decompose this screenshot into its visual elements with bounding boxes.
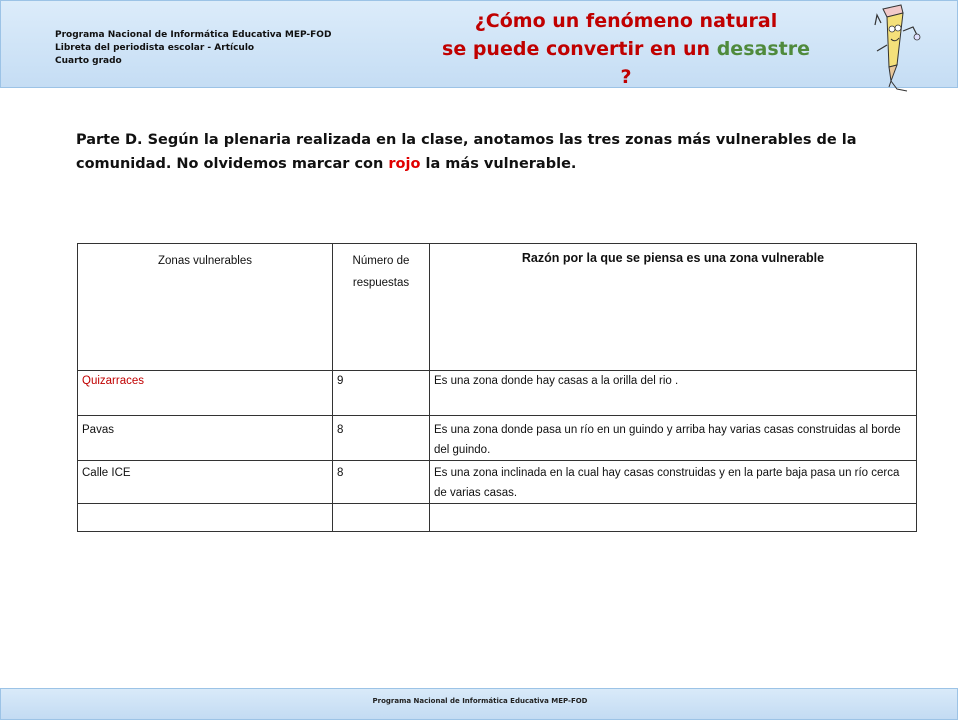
title-line-2-suffix: ? [620, 66, 632, 88]
table-row [78, 371, 917, 416]
zone-cell [78, 504, 333, 532]
footer-banner [0, 688, 958, 720]
header-zones: Zonas vulnerables [78, 244, 333, 371]
title-highlight: desastre [716, 38, 810, 60]
title-line-2 [441, 35, 811, 91]
title-line-1: ¿Cómo un fenómeno natural [474, 10, 778, 32]
count-cell [333, 504, 430, 532]
instruction-part-2: la más vulnerable. [420, 156, 577, 172]
page-title [441, 7, 811, 91]
reason-cell: Es una zona inclinada en la cual hay casas construidas y en la parte baja pasa un río cerca de varias casas. [430, 461, 917, 504]
table-header-row [78, 244, 917, 371]
table-row [78, 461, 917, 504]
instruction-highlight: rojo [388, 156, 421, 172]
pencil-mascot-icon [867, 1, 927, 93]
instruction-part-1: Parte D. Según la plenaria realizada en la clase, anotamos las tres zonas más vulnerables de la comunidad. No olvidemos marcar con [76, 132, 857, 172]
grade-label: Cuarto grado [55, 56, 122, 66]
zone-cell: Pavas [78, 416, 333, 461]
reason-cell: Es una zona donde hay casas a la orilla del rio . [430, 371, 917, 416]
count-cell: 8 [333, 416, 430, 461]
reason-cell: Es una zona donde pasa un río en un guindo y arriba hay varias casas construidas al borde del guindo. [430, 416, 917, 461]
footer-text: Programa Nacional de Informática Educativa MEP-FOD [372, 697, 588, 705]
count-cell: 9 [333, 371, 430, 416]
header-banner [0, 0, 958, 88]
program-name: Programa Nacional de Informática Educativa MEP-FOD [55, 30, 332, 40]
header-count: Número de respuestas [333, 244, 430, 371]
zone-cell: Calle ICE [78, 461, 333, 504]
title-line-2-prefix: se puede convertir en un [442, 38, 717, 60]
instruction-text [76, 128, 936, 176]
reason-cell [430, 504, 917, 532]
header-info [55, 29, 331, 68]
notebook-name: Libreta del periodista escolar - Artículo [55, 43, 255, 53]
vulnerable-zones-table [77, 243, 917, 532]
zone-cell: Quizarraces [78, 371, 333, 416]
table-row [78, 416, 917, 461]
table-row [78, 504, 917, 532]
header-reason: Razón por la que se piensa es una zona vulnerable [430, 244, 917, 371]
count-cell: 8 [333, 461, 430, 504]
